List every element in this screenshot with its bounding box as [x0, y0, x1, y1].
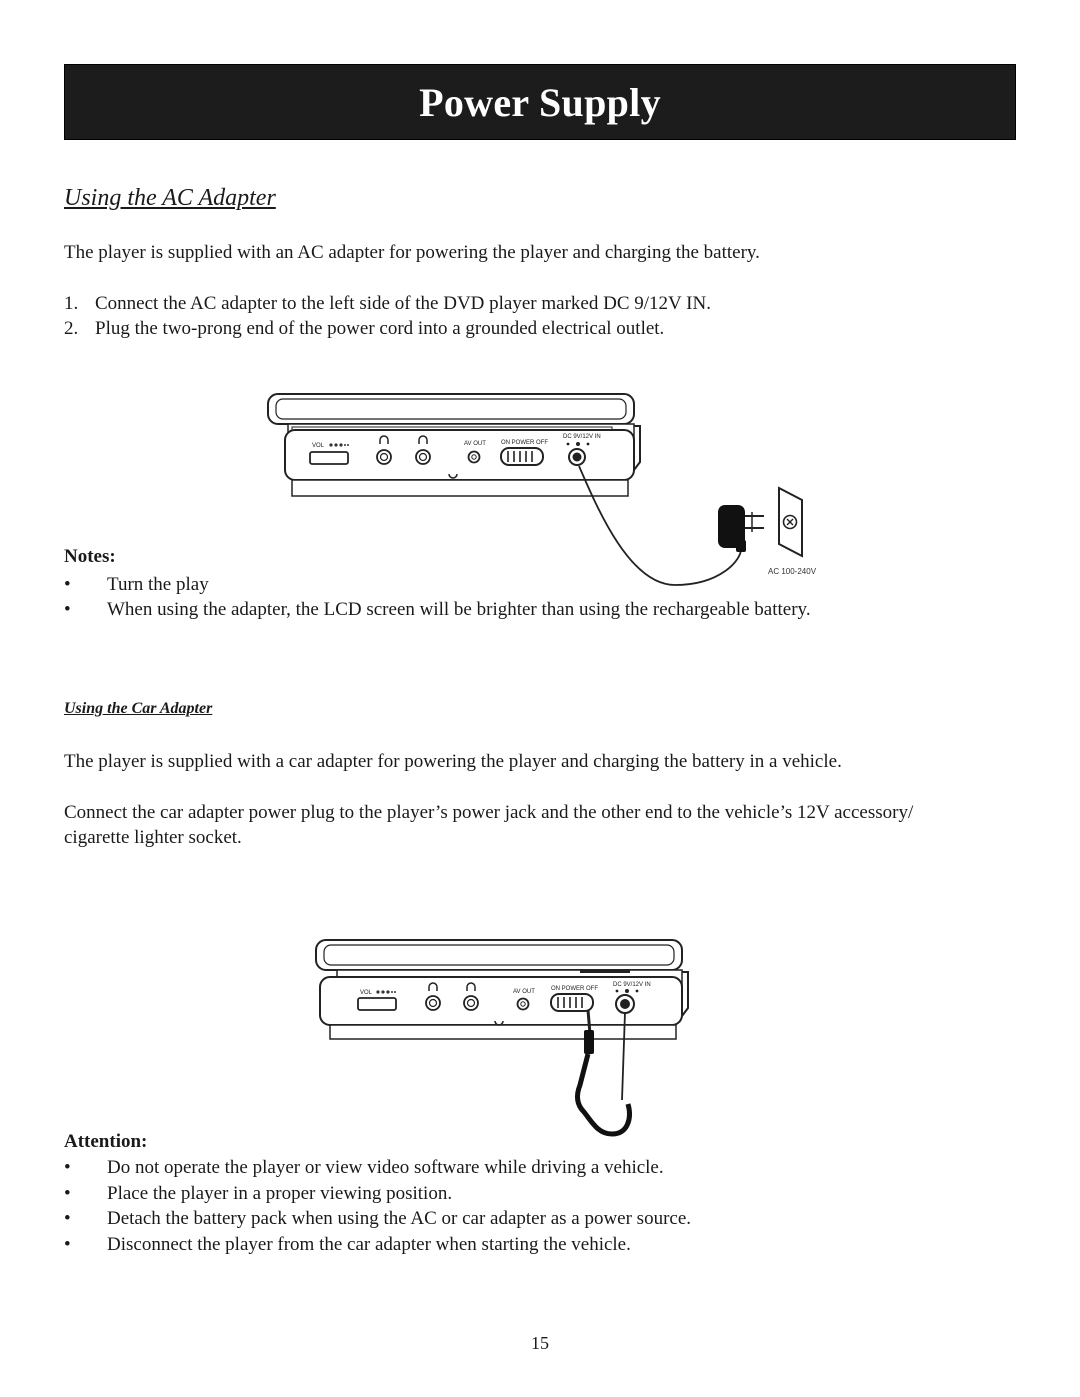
av-out-label: AV OUT — [513, 989, 535, 995]
attention-bullet: • — [64, 1157, 71, 1178]
attention-bullet: • — [64, 1208, 71, 1229]
ac-adapter-heading: Using the AC Adapter — [64, 185, 276, 211]
dc-in-label: DC 9V/12V IN — [613, 982, 651, 988]
car-connect-line-2: cigarette lighter socket. — [64, 827, 242, 848]
note-bullet: • — [64, 574, 71, 595]
page-number: 15 — [531, 1333, 549, 1353]
av-out-jack — [518, 999, 529, 1010]
note-bullet: • — [64, 599, 71, 620]
attention-2-text: Place the player in a proper viewing position. — [107, 1183, 453, 1204]
power-switch-label: ON POWER OFF — [501, 440, 548, 446]
note-1-text: Turn the play — [107, 574, 209, 595]
power-switch-label: ON POWER OFF — [551, 986, 598, 992]
step-2-text: Plug the two-prong end of the power cord into a grounded electrical outlet. — [95, 318, 665, 339]
step-2-number: 2. — [64, 318, 79, 339]
notes-title: Notes: — [64, 546, 116, 567]
attention-1-text: Do not operate the player or view video software while driving a vehicle. — [107, 1157, 664, 1178]
usb-port — [358, 998, 396, 1010]
dc-in-label: DC 9V/12V IN — [563, 434, 601, 440]
car-adapter-heading: Using the Car Adapter — [64, 700, 213, 717]
vol-label: VOL — [312, 443, 325, 449]
attention-title: Attention: — [64, 1131, 148, 1152]
dvd-player-lid — [316, 940, 682, 970]
av-out-label: AV OUT — [464, 441, 486, 447]
step-1-number: 1. — [64, 293, 79, 314]
attention-bullet: • — [64, 1183, 71, 1204]
car-connect-line-1: Connect the car adapter power plug to the player’s power jack and the other end to the vehicle’s 12V accessory/ — [64, 802, 914, 823]
attention-bullet: • — [64, 1234, 71, 1255]
step-1-text: Connect the AC adapter to the left side of the DVD player marked DC 9/12V IN. — [95, 293, 711, 314]
vol-label: VOL — [360, 990, 373, 996]
ac-voltage-label: AC 100-240V — [768, 567, 817, 576]
note-2-text: When using the adapter, the LCD screen will be brighter than using the rechargeable battery. — [107, 599, 811, 620]
car-intro-text: The player is supplied with a car adapter for powering the player and charging the battery in a vehicle. — [64, 751, 842, 772]
page-title: Power Supply — [419, 79, 661, 125]
attention-4-text: Disconnect the player from the car adapter when starting the vehicle. — [107, 1234, 631, 1255]
ac-intro-text: The player is supplied with an AC adapter for powering the player and charging the battery. — [64, 242, 760, 263]
attention-3-text: Detach the battery pack when using the AC or car adapter as a power source. — [107, 1208, 692, 1229]
